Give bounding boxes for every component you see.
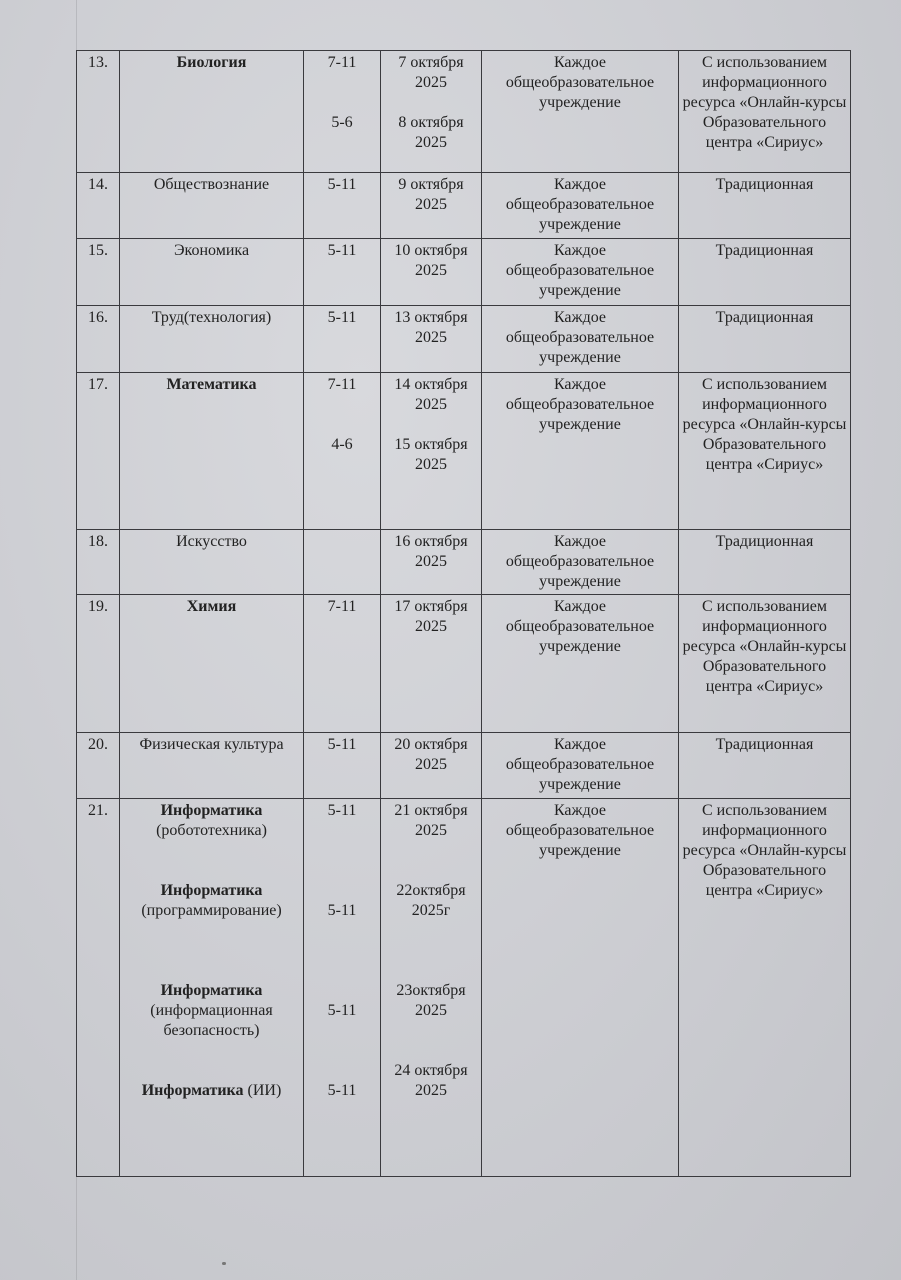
paper-mark — [222, 1262, 226, 1265]
place-cell: Каждое общеобразовательное учреждение — [482, 306, 679, 373]
format-cell: С использованием информационного ресурса «Онлайн-курсы Образовательного центра «Сириус» — [679, 51, 851, 173]
subject-name: Информатика — [160, 982, 263, 999]
subject-name: Информатика — [160, 882, 263, 899]
format-cell: Традиционная — [679, 530, 851, 595]
table-row — [77, 530, 851, 595]
subject-name: Биология — [176, 54, 247, 71]
date-cell: 13 октября 2025 — [381, 306, 482, 373]
date: 21 октября 2025 — [394, 802, 468, 839]
row-number: 13. — [77, 51, 120, 173]
date: 7 октября 2025 — [398, 54, 464, 91]
grades-cell: 5-11 — [304, 306, 381, 373]
place-cell: Каждое общеобразовательное учреждение — [482, 239, 679, 306]
subject-block — [123, 801, 300, 841]
format-cell: Традиционная — [679, 733, 851, 799]
place-cell: Каждое общеобразовательное учреждение — [482, 799, 679, 1177]
grades: 7-11 — [327, 376, 357, 393]
subject-block — [123, 981, 300, 1041]
subject-name: Труд(технология) — [151, 309, 272, 326]
subject-cell — [120, 173, 304, 239]
place-cell: Каждое общеобразовательное учреждение — [482, 595, 679, 733]
subject-note: (программирование) — [141, 902, 282, 919]
date-cell: 17 октября 2025 — [381, 595, 482, 733]
date: 23октября 2025 — [396, 982, 466, 1019]
row-number: 21. — [77, 799, 120, 1177]
date-cell: 10 октября 2025 — [381, 239, 482, 306]
subject-cell — [120, 373, 304, 530]
grades: 5-11 — [327, 902, 357, 919]
subject-cell — [120, 530, 304, 595]
date: 24 октября 2025 — [394, 1062, 468, 1099]
subject-cell — [120, 799, 304, 1177]
grades-cell: 5-11 — [304, 733, 381, 799]
subject-name: Искусство — [176, 533, 247, 550]
subject-cell — [120, 239, 304, 306]
subject-note: (ИИ) — [247, 1082, 282, 1099]
grades-cell: 7-11 — [304, 595, 381, 733]
date-cell — [381, 799, 482, 1177]
format-cell: Традиционная — [679, 239, 851, 306]
row-number: 18. — [77, 530, 120, 595]
date-cell: 16 октября 2025 — [381, 530, 482, 595]
subject-name: Математика — [166, 376, 257, 393]
table-row — [77, 239, 851, 306]
date: 14 октября 2025 — [394, 376, 468, 413]
table-row — [77, 799, 851, 1177]
subject-name: Экономика — [173, 242, 250, 259]
subject-block — [123, 881, 300, 921]
format-cell: С использованием информационного ресурса «Онлайн-курсы Образовательного центра «Сириус» — [679, 799, 851, 1177]
row-number: 15. — [77, 239, 120, 306]
olympiad-schedule-table — [76, 50, 851, 1177]
place-cell: Каждое общеобразовательное учреждение — [482, 530, 679, 595]
subject-cell — [120, 595, 304, 733]
table-row — [77, 51, 851, 173]
table-row — [77, 173, 851, 239]
format-cell: С использованием информационного ресурса «Онлайн-курсы Образовательного центра «Сириус» — [679, 373, 851, 530]
grades: 4-6 — [331, 436, 353, 453]
subject-cell — [120, 733, 304, 799]
format-cell: С использованием информационного ресурса «Онлайн-курсы Образовательного центра «Сириус» — [679, 595, 851, 733]
table-row — [77, 373, 851, 530]
row-number: 20. — [77, 733, 120, 799]
grades: 5-11 — [327, 1082, 357, 1099]
date: 15 октября 2025 — [394, 436, 468, 473]
subject-name: Химия — [186, 598, 237, 615]
date-cell — [381, 51, 482, 173]
table-row — [77, 733, 851, 799]
grades-cell — [304, 373, 381, 530]
format-cell: Традиционная — [679, 173, 851, 239]
place-cell: Каждое общеобразовательное учреждение — [482, 733, 679, 799]
grades-cell — [304, 799, 381, 1177]
grades-cell: 5-11 — [304, 239, 381, 306]
row-number: 17. — [77, 373, 120, 530]
row-number: 19. — [77, 595, 120, 733]
table-row — [77, 306, 851, 373]
place-cell: Каждое общеобразовательное учреждение — [482, 173, 679, 239]
table-row — [77, 595, 851, 733]
subject-name: Физическая культура — [139, 736, 284, 753]
date: 8 октября 2025 — [398, 114, 464, 151]
date-cell: 20 октября 2025 — [381, 733, 482, 799]
subject-name: Информатика — [141, 1082, 244, 1099]
grades: 5-6 — [331, 114, 353, 131]
subject-cell — [120, 306, 304, 373]
date: 22октября 2025г — [396, 882, 466, 919]
grades: 5-11 — [327, 802, 357, 819]
grades-cell — [304, 530, 381, 595]
subject-note: (информационная безопасность) — [150, 1002, 273, 1039]
place-cell: Каждое общеобразовательное учреждение — [482, 51, 679, 173]
format-cell: Традиционная — [679, 306, 851, 373]
row-number: 14. — [77, 173, 120, 239]
subject-name: Обществознание — [153, 176, 270, 193]
subject-note: (робототехника) — [156, 822, 267, 839]
subject-block — [123, 1081, 300, 1101]
grades-cell — [304, 51, 381, 173]
place-cell: Каждое общеобразовательное учреждение — [482, 373, 679, 530]
subject-cell — [120, 51, 304, 173]
subject-name: Информатика — [160, 802, 263, 819]
row-number: 16. — [77, 306, 120, 373]
date-cell — [381, 373, 482, 530]
grades: 5-11 — [327, 1002, 357, 1019]
date-cell: 9 октября 2025 — [381, 173, 482, 239]
grades-cell: 5-11 — [304, 173, 381, 239]
grades: 7-11 — [327, 54, 357, 71]
